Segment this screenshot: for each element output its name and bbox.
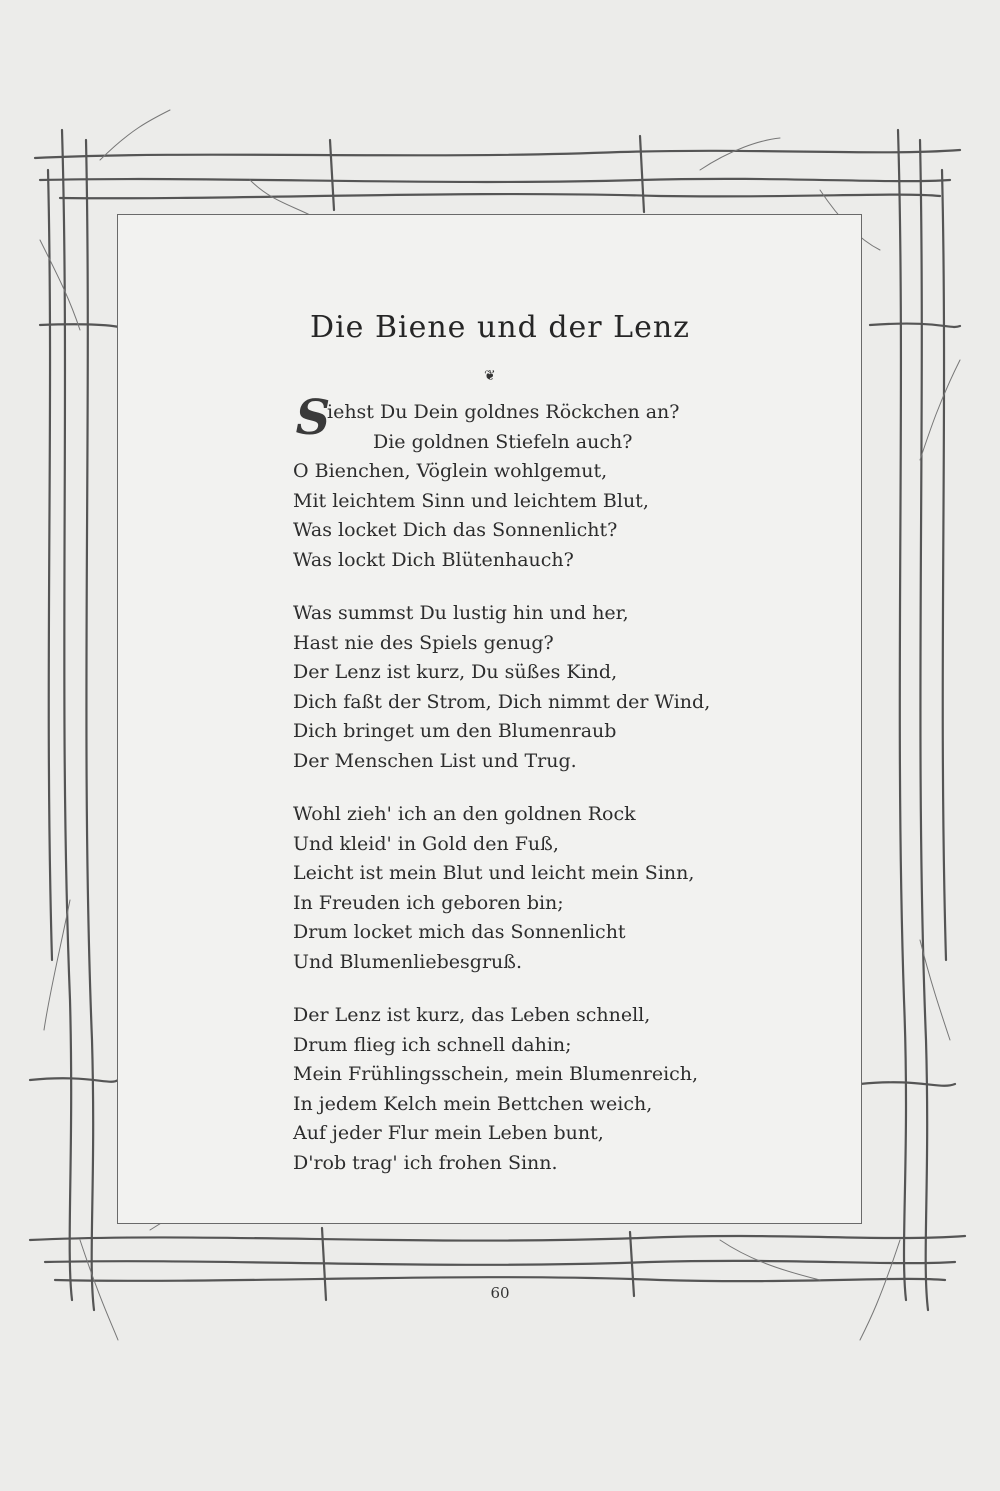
poem-line: D'rob trag' ich frohen Sinn. [293,1151,558,1174]
poem-line: Was summst Du lustig hin und her, [293,602,629,624]
poem-line: Wohl zieh' ich an den goldnen Rock [293,803,636,825]
poem-line: Hast nie des Spiels genug? [293,631,554,654]
poem-line: Dich bringet um den Blumenraub [293,720,617,742]
poem-line: Drum flieg ich schnell dahin; [293,1033,572,1056]
poem-line: Was locket Dich das Sonnenlicht? [293,519,618,541]
title-ornament: ❦ [484,368,496,384]
poem-line: O Bienchen, Vöglein wohlgemut, [293,460,608,482]
poem-line: Dich faßt der Strom, Dich nimmt der Wind, [293,690,711,713]
poem-line: Die goldnen Stiefeln auch? [373,430,633,453]
poem-line: Und Blumenliebesgruß. [293,950,522,973]
poem-line: iehst Du Dein goldnes Röckchen an? [327,401,680,423]
poem-line: Leicht ist mein Blut und leicht mein Sinn, [293,862,695,884]
stanza-3 [293,800,753,977]
poem-line: Der Lenz ist kurz, Du süßes Kind, [293,661,618,683]
poem-body [293,390,753,1202]
page-number: 60 [490,1284,510,1302]
poem-line: In Freuden ich geboren bin; [293,891,564,914]
poem-line: Der Lenz ist kurz, das Leben schnell, [293,1004,651,1026]
poem-line: Auf jeder Flur mein Leben bunt, [293,1122,604,1144]
poem-line: Mein Frühlingsschein, mein Blumenreich, [293,1063,699,1085]
poem-title: Die Biene und der Lenz [310,310,690,345]
stanza-4 [293,1001,753,1178]
stanza-2 [293,599,753,776]
poem-line: Und kleid' in Gold den Fuß, [293,832,559,855]
poem-line: Drum locket mich das Sonnenlicht [293,921,626,943]
drop-cap-initial: S [295,390,331,446]
poem-line: In jedem Kelch mein Bettchen weich, [293,1092,653,1115]
poem-line: Was lockt Dich Blütenhauch? [293,548,574,571]
stanza-1 [293,390,753,575]
poem-line: Mit leichtem Sinn und leichtem Blut, [293,489,649,512]
poem-line: Der Menschen List und Trug. [293,749,577,772]
